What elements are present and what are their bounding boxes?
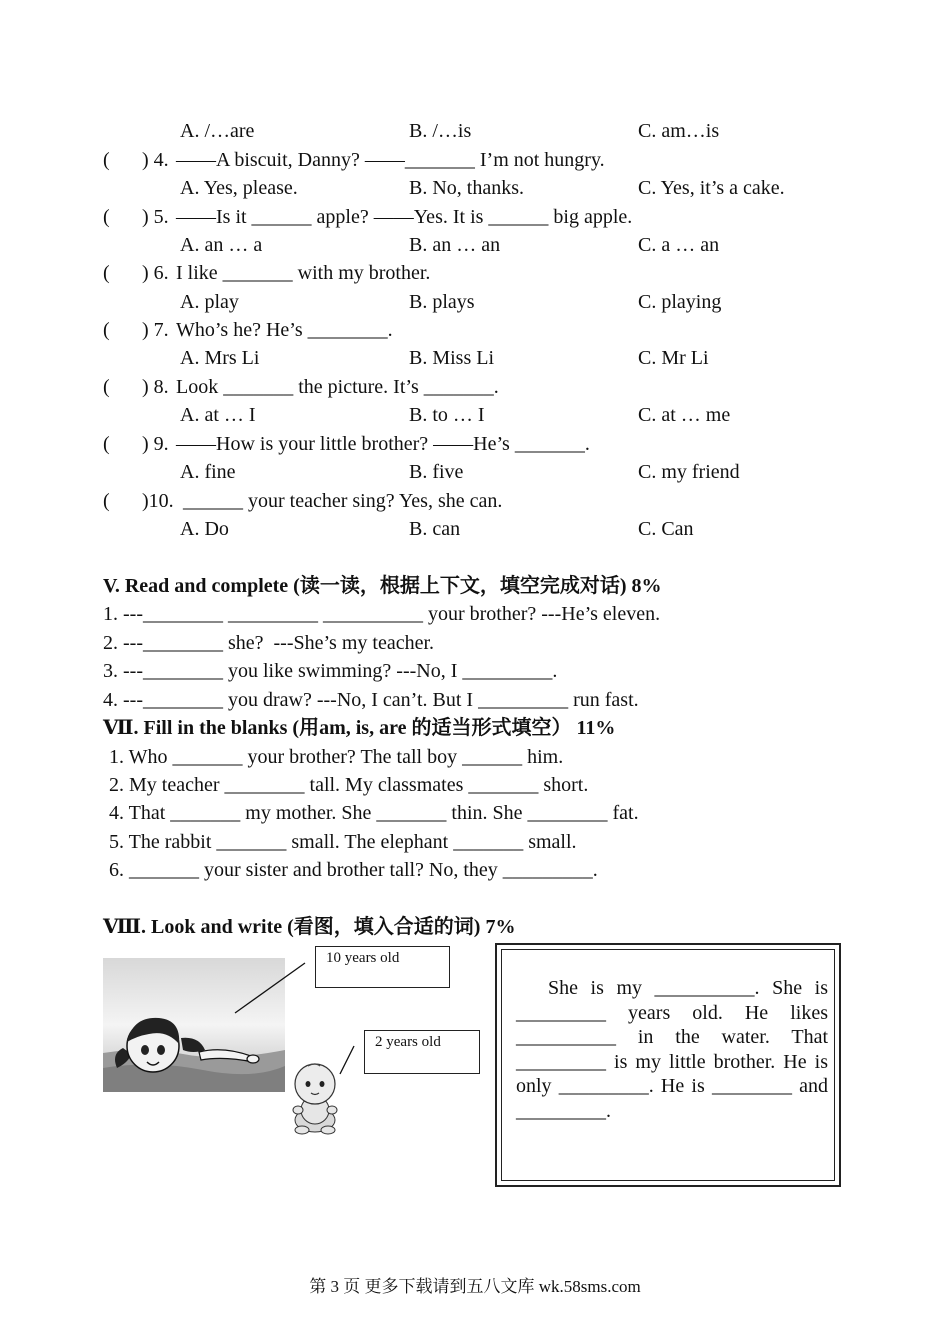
question-stem: Look _______ the picture. It’s _______.: [176, 376, 499, 398]
question-stem: ——Is it ______ apple? ——Yes. It is ______ big apple.: [176, 206, 633, 228]
girl-age-label: [315, 946, 450, 988]
question-number: ) 5.: [142, 206, 169, 228]
option-b: B. an … an: [409, 234, 501, 256]
baby-age-text: 2 years old: [375, 1034, 441, 1050]
option-b: B. five: [409, 461, 464, 483]
section-5-line: 3. ---________ you like swimming? ---No, I _________.: [103, 660, 558, 682]
option-c: C. a … an: [638, 234, 720, 256]
option-b: B. /…is: [409, 120, 472, 142]
option-a: A. Do: [180, 518, 229, 540]
option-a: A. Mrs Li: [180, 347, 260, 369]
baby-illustration: [288, 1060, 342, 1136]
option-a: A. /…are: [180, 120, 255, 142]
option-b: B. to … I: [409, 404, 485, 426]
question-stem: Who’s he? He’s ________.: [176, 319, 393, 341]
section-7-line: 5. The rabbit _______ small. The elephant _______ small.: [109, 831, 577, 853]
section-8-heading: [103, 915, 515, 939]
question-number: ) 6.: [142, 262, 169, 284]
answer-paren: (: [103, 376, 110, 398]
option-c: C. Mr Li: [638, 347, 709, 369]
section-5-heading: V. Read and complete (读一读，根据上下文，填空完成对话) 8%: [103, 575, 662, 597]
girl-age-text: 10 years old: [326, 950, 400, 966]
question-number: ) 7.: [142, 319, 169, 341]
option-c: C. at … me: [638, 404, 731, 426]
section-7-line: 1. Who _______ your brother? The tall boy ______ him.: [109, 746, 564, 768]
section-8-title: . Look and write (看图，填入合适的词) 7%: [141, 916, 516, 938]
option-a: A. at … I: [180, 404, 256, 426]
answer-paren: (: [103, 262, 110, 284]
option-c: C. Yes, it’s a cake.: [638, 177, 785, 199]
question-stem: ——A biscuit, Danny? ——_______ I’m not hungry.: [176, 149, 605, 171]
story-box: [495, 943, 841, 1187]
baby-age-label: [364, 1030, 480, 1074]
option-b: B. No, thanks.: [409, 177, 524, 199]
question-number: ) 9.: [142, 433, 169, 455]
option-a: A. play: [180, 291, 239, 313]
option-c: C. Can: [638, 518, 694, 540]
answer-paren: (: [103, 433, 110, 455]
section-7-heading: [103, 716, 615, 740]
question-number: ) 4.: [142, 149, 169, 171]
question-number: )10.: [142, 490, 174, 512]
option-c: C. playing: [638, 291, 722, 313]
option-b: B. can: [409, 518, 461, 540]
story-box-inner: [501, 949, 835, 1181]
answer-paren: (: [103, 319, 110, 341]
question-stem: ______ your teacher sing? Yes, she can.: [183, 490, 503, 512]
option-a: A. fine: [180, 461, 236, 483]
question-number: ) 8.: [142, 376, 169, 398]
story-text: She is my __________. She is _________ years old. He likes __________ in the water. That _________ is my little brother. He is only _________. He is ________ and _________.: [516, 977, 828, 1122]
answer-paren: (: [103, 490, 110, 512]
section-7-title: . Fill in the blanks (用am, is, are 的适当形式填空） 11%: [133, 717, 616, 739]
question-stem: ——How is your little brother? ——He’s _______.: [176, 433, 590, 455]
option-a: A. Yes, please.: [180, 177, 298, 199]
page-footer: 第 3 页 更多下载请到五八文库 wk.58sms.com: [309, 1277, 641, 1296]
option-b: B. Miss Li: [409, 347, 495, 369]
section-5-line: 4. ---________ you draw? ---No, I can’t. But I _________ run fast.: [103, 689, 639, 711]
section-7-line: 6. _______ your sister and brother tall? No, they _________.: [109, 859, 598, 881]
section-5-line: 1. ---________ _________ __________ your brother? ---He’s eleven.: [103, 603, 661, 625]
question-stem: I like _______ with my brother.: [176, 262, 431, 284]
option-c: C. my friend: [638, 461, 740, 483]
section-7-line: 4. That _______ my mother. She _______ thin. She ________ fat.: [109, 802, 639, 824]
option-a: A. an … a: [180, 234, 263, 256]
section-7-line: 2. My teacher ________ tall. My classmates _______ short.: [109, 774, 589, 796]
section-5-line: 2. ---________ she? ---She’s my teacher.: [103, 632, 435, 654]
section-7-numeral: Ⅶ: [103, 717, 134, 739]
answer-paren: (: [103, 149, 110, 171]
option-b: B. plays: [409, 291, 475, 313]
girl-pointer-line: [230, 958, 310, 1018]
option-c: C. am…is: [638, 120, 720, 142]
section-8-numeral: Ⅷ: [103, 916, 141, 938]
answer-paren: (: [103, 206, 110, 228]
